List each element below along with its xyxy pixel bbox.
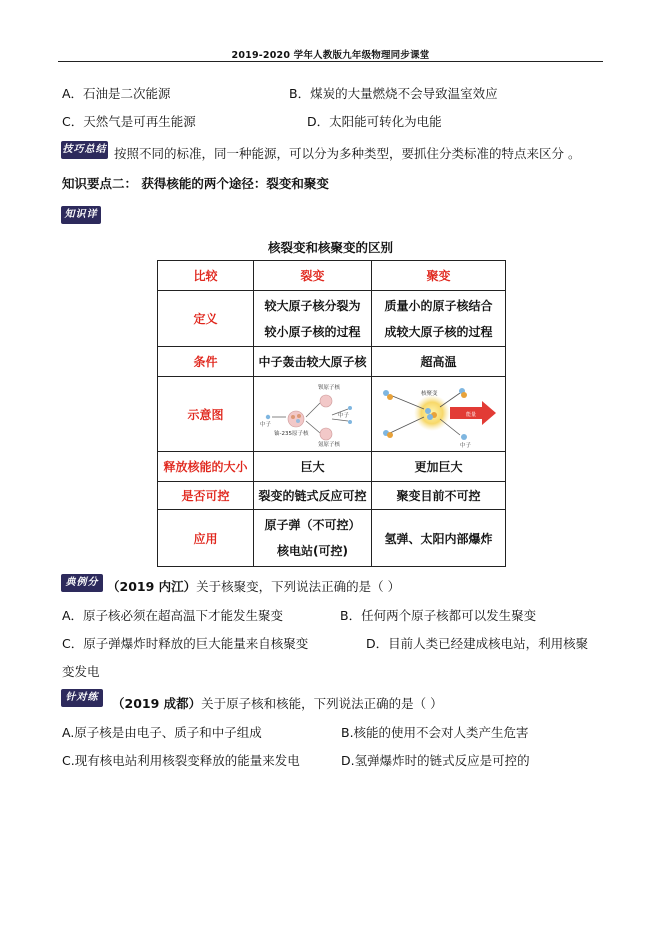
q1-option-b: B．任何两个原子核都可以发生聚变 [340, 608, 537, 623]
table-row-condition [158, 347, 506, 377]
table-row-definition [158, 291, 506, 347]
fission-diagram [256, 379, 370, 449]
q0-option-c: C．天然气是可再生能源 [62, 114, 196, 129]
q2-stem [112, 694, 443, 712]
table-row-energy [158, 452, 506, 482]
q1-text: 关于核聚变，下列说法正确的是（ ） [196, 579, 401, 594]
fission-label-neutron-out: 中子 [337, 413, 349, 419]
q1-source: （2019 内江） [107, 579, 197, 594]
uranium-nucleus [288, 411, 304, 427]
row-label-diagram: 示意图 [158, 377, 254, 452]
q0-option-b: B．煤炭的大量燃烧不会导致温室效应 [289, 86, 498, 101]
fusion-label-neutron: 中子 [459, 443, 471, 449]
krypton-nucleus [320, 428, 332, 440]
table-title: 核裂变和核聚变的区别 [267, 240, 393, 255]
header-compare: 比较 [158, 261, 254, 291]
fission-definition-1: 较大原子核分裂为 [264, 298, 361, 313]
q2-option-c: C.现有核电站利用核裂变释放的能量来发电 [62, 753, 300, 768]
fusion-application: 氢弹、太阳内部爆炸 [372, 510, 506, 567]
comparison-table [157, 260, 506, 567]
q2-source: （2019 成都） [112, 696, 202, 711]
q1-option-d: D．目前人类已经建成核电站，利用核聚 [366, 636, 589, 651]
fission-label-uranium: 铀-235原子核 [273, 431, 308, 437]
fission-control: 裂变的链式反应可控 [254, 482, 372, 510]
row-label-condition: 条件 [158, 347, 254, 377]
q2-option-d: D.氢弹爆炸时的链式反应是可控的 [341, 753, 530, 768]
fission-label-neutron-in: 中子 [259, 422, 271, 428]
fission-diagram-cell [254, 377, 372, 452]
fusion-control: 聚变目前不可控 [372, 482, 506, 510]
example-badge: 典例分析 [61, 574, 103, 592]
tip-text: 按照不同的标准，同一种能源，可以分为多种类型，要抓住分类标准的特点来区分 。 [114, 146, 581, 161]
incoming-neutron [265, 415, 269, 419]
fusion-definition-2: 成较大原子核的过程 [384, 324, 493, 339]
fusion-diagram [374, 379, 504, 449]
table-row-application [158, 510, 506, 567]
fission-definition-2: 较小原子核的过程 [264, 324, 361, 339]
q2-text: 关于原子核和核能，下列说法正确的是（ ） [201, 696, 443, 711]
row-label-energy: 释放核能的大小 [158, 452, 254, 482]
fusion-label-energy: 能量 [465, 412, 476, 418]
fission-application-2: 核电站(可控) [277, 544, 348, 558]
row-label-definition: 定义 [158, 291, 254, 347]
q0-option-d: D．太阳能可转化为电能 [307, 114, 442, 129]
row-label-control: 是否可控 [158, 482, 254, 510]
section-title: 知识要点二： 获得核能的两个途径：裂变和聚变 [62, 176, 329, 191]
q0-option-a: A．石油是二次能源 [62, 86, 171, 101]
q1-option-d-cont: 变发电 [62, 664, 100, 679]
practice-badge: 针对练习 [61, 689, 103, 707]
header-fusion: 聚变 [372, 261, 506, 291]
row-label-application: 应用 [158, 510, 254, 567]
tip-badge: 技巧总结 [61, 141, 108, 159]
fission-label-krypton: 氪原子核 [317, 442, 340, 448]
q1-option-c: C．原子弹爆炸时释放的巨大能量来自核聚变 [62, 636, 309, 651]
fission-condition: 中子轰击较大原子核 [254, 347, 372, 377]
table-header-row [158, 261, 506, 291]
table-row-control [158, 482, 506, 510]
q1-stem [107, 577, 400, 595]
header-rule [58, 61, 603, 62]
fission-label-barium: 钡原子核 [317, 385, 340, 391]
fusion-label-center: 核聚变 [420, 391, 438, 397]
barium-nucleus [320, 395, 332, 407]
q2-option-a: A.原子核是由电子、质子和中子组成 [62, 725, 262, 740]
fusion-condition: 超高温 [372, 347, 506, 377]
page-header: 2019-2020 学年人教版九年级物理同步课堂 [231, 50, 430, 61]
table-row-diagram [158, 377, 506, 452]
fission-application-1: 原子弹（不可控） [264, 518, 361, 532]
fusion-energy: 更加巨大 [372, 452, 506, 482]
fusion-diagram-cell [372, 377, 506, 452]
q1-option-a: A．原子核必须在超高温下才能发生聚变 [62, 608, 284, 623]
fission-energy: 巨大 [254, 452, 372, 482]
q2-option-b: B.核能的使用不会对人类产生危害 [341, 725, 529, 740]
header-fission: 裂变 [254, 261, 372, 291]
fusion-definition-1: 质量小的原子核结合 [384, 298, 493, 313]
detail-badge: 知识详解 [61, 206, 101, 224]
